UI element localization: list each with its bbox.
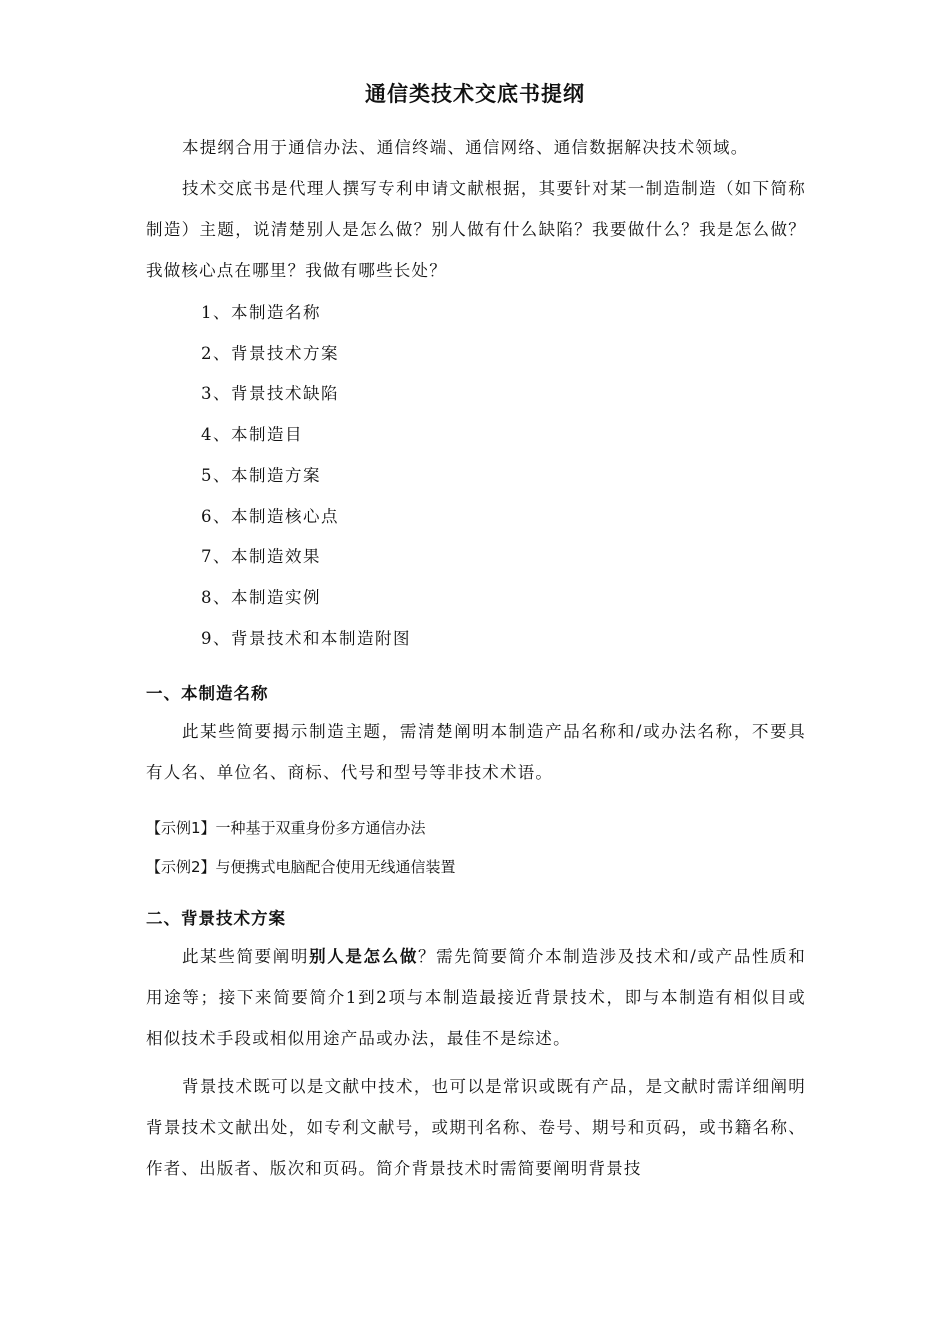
example-label: 【示例1】 [146, 819, 216, 837]
outline-item: 5、本制造方案 [201, 465, 321, 485]
outline-item: 7、本制造效果 [201, 547, 321, 567]
outline-item: 9、背景技术和本制造附图 [201, 628, 411, 648]
outline-item: 8、本制造实例 [201, 587, 321, 607]
outline-item: 6、本制造核心点 [201, 506, 339, 526]
outline-item: 3、背景技术缺陷 [201, 384, 339, 404]
body-text: ？需先简要简介本制造涉及技术和/或产品性质和用途等；接下来简要简介1到2项与本制造最接近背景技术，即与本制造有相似目或相似技术手段或相似用途产品或办法，最佳不是综述。 [146, 947, 806, 1048]
section-heading-background-art: 二、背景技术方案 [146, 909, 286, 928]
outline-item: 4、本制造目 [201, 425, 303, 445]
intro-scope-paragraph: 本提纲合用于通信办法、通信终端、通信网络、通信数据解决技术领域。 [182, 138, 749, 157]
body-text: 此某些简要阐明 [182, 947, 310, 966]
section-body-invention-name: 此某些简要揭示制造主题，需清楚阐明本制造产品名称和/或办法名称，不要具有人名、单位名、商标、代号和型号等非技术术语。 [146, 722, 806, 782]
outline-item: 1、本制造名称 [201, 303, 321, 322]
example-line [146, 856, 456, 878]
example-label: 【示例2】 [146, 858, 216, 876]
document-title: 通信类技术交底书提纲 [365, 82, 585, 106]
section-heading-invention-name: 一、本制造名称 [146, 684, 269, 703]
emphasis-text: 别人是怎么做 [309, 947, 418, 966]
example-text: 与便携式电脑配合使用无线通信装置 [215, 858, 456, 876]
section-body-background-art [146, 936, 806, 1059]
example-text: 一种基于双重身份多方通信办法 [215, 819, 426, 837]
section-body-background-source: 背景技术既可以是文献中技术，也可以是常识或既有产品，是文献时需详细阐明背景技术文献出处，如专利文献号，或期刊名称、卷号、期号和页码，或书籍名称、作者、出版者、版次和页码。简介背景技术时需简要阐明背景技 [146, 1077, 806, 1178]
example-line [146, 817, 426, 839]
intro-description-paragraph: 技术交底书是代理人撰写专利申请文献根据，其要针对某一制造制造（如下简称制造）主题，说清楚别人是怎么做？别人做有什么缺陷？我要做什么？我是怎么做？我做核心点在哪里？我做有哪些长处？ [146, 179, 806, 280]
outline-item: 2、背景技术方案 [201, 343, 339, 363]
outline-list [201, 293, 411, 659]
